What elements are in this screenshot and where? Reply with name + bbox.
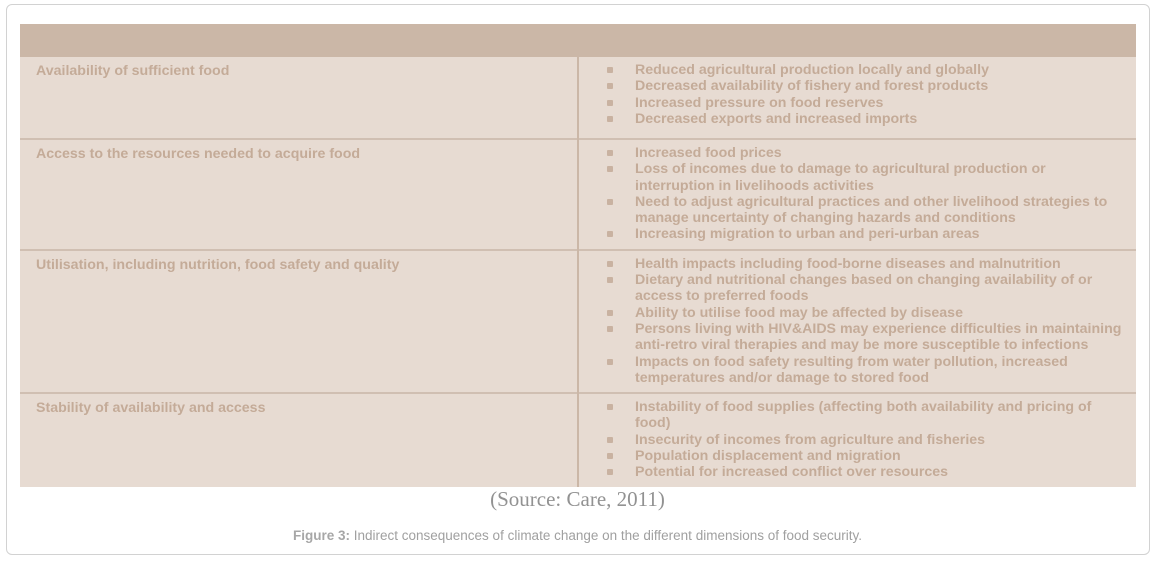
consequence-list	[579, 145, 1126, 243]
consequences-cell	[578, 139, 1136, 250]
bullet-icon	[607, 150, 613, 156]
bullet-icon	[607, 83, 613, 89]
consequence-item	[607, 62, 1126, 78]
consequence-item	[607, 321, 1126, 354]
dimension-cell: Utilisation, including nutrition, food safety and quality	[20, 250, 578, 393]
table-row	[20, 139, 1136, 250]
consequence-item	[607, 161, 1126, 194]
consequence-text: Impacts on food safety resulting from water pollution, increased temperatures and/or damage to stored food	[635, 353, 1068, 386]
consequence-item	[607, 464, 1126, 480]
consequence-item	[607, 399, 1126, 432]
bullet-icon	[607, 166, 613, 172]
consequence-item	[607, 448, 1126, 464]
table-row	[20, 57, 1136, 139]
bullet-icon	[607, 453, 613, 459]
consequence-item	[607, 354, 1126, 387]
dimension-cell: Stability of availability and access	[20, 393, 578, 486]
consequence-text: Reduced agricultural production locally and globally	[635, 62, 989, 78]
caption-text: Indirect consequences of climate change on the different dimensions of food security.	[349, 528, 863, 543]
consequence-text: Decreased availability of fishery and forest products	[635, 78, 989, 95]
bullet-icon	[607, 199, 613, 205]
consequence-text: Need to adjust agricultural practices and other livelihood strategies to manage uncertainty of changing hazards and conditions	[635, 193, 1108, 227]
consequence-text: Health impacts including food-borne diseases and malnutrition	[635, 255, 1061, 272]
bullet-icon	[607, 469, 613, 475]
bullet-icon	[607, 231, 613, 237]
consequence-text: Ability to utilise food may be affected by disease	[635, 304, 963, 321]
consequence-item	[607, 145, 1126, 161]
consequences-cell	[578, 250, 1136, 393]
bullet-icon	[607, 277, 613, 283]
consequence-list	[579, 256, 1126, 386]
bullet-icon	[607, 67, 613, 73]
dimension-cell: Availability of sufficient food	[20, 57, 578, 139]
table-header-band	[20, 24, 1136, 57]
consequence-item	[607, 95, 1126, 111]
bullet-icon	[607, 100, 613, 106]
consequences-cell	[578, 393, 1136, 486]
consequence-text: Instability of food supplies (affecting both availability and pricing of food)	[635, 399, 1092, 432]
bullet-icon	[607, 310, 613, 316]
consequence-item	[607, 256, 1126, 272]
consequence-text: Potential for increased conflict over resources	[635, 464, 949, 481]
figure-caption	[0, 528, 1155, 543]
bullet-icon	[607, 116, 613, 122]
consequences-cell	[578, 57, 1136, 139]
consequence-text: Dietary and nutritional changes based on changing availability of or access to preferred foods	[635, 272, 1093, 305]
consequence-text: Persons living with HIV&AIDS may experience difficulties in maintaining anti-retro viral therapies and may be more susceptible to infections	[635, 320, 1122, 354]
table-header-row	[20, 24, 1136, 57]
consequence-text: Population displacement and migration	[635, 448, 901, 465]
consequence-item	[607, 111, 1126, 127]
consequence-list	[579, 62, 1126, 127]
consequence-text: Increased pressure on food reserves	[635, 94, 884, 111]
consequence-list	[579, 399, 1126, 480]
consequence-item	[607, 432, 1126, 448]
bullet-icon	[607, 404, 613, 410]
caption-label: Figure 3:	[292, 528, 350, 543]
bullet-icon	[607, 359, 613, 365]
consequence-item	[607, 305, 1126, 321]
bullet-icon	[607, 326, 613, 332]
consequence-text: Increased food prices	[635, 145, 782, 161]
consequence-text: Loss of incomes due to damage to agricultural production or interruption in livelihoods activities	[635, 161, 1046, 194]
consequence-text: Increasing migration to urban and peri-urban areas	[635, 226, 980, 243]
consequence-item	[607, 272, 1126, 305]
bullet-icon	[607, 437, 613, 443]
consequence-item	[607, 226, 1126, 242]
table-row	[20, 250, 1136, 393]
bullet-icon	[607, 261, 613, 267]
consequence-item	[607, 78, 1126, 94]
food-security-table	[20, 24, 1136, 487]
dimension-cell: Access to the resources needed to acquire food	[20, 139, 578, 250]
table-row	[20, 393, 1136, 486]
consequence-text: Decreased exports and increased imports	[635, 110, 918, 127]
source-citation: (Source: Care, 2011)	[490, 487, 665, 511]
consequence-item	[607, 194, 1126, 227]
consequence-text: Insecurity of incomes from agriculture and fisheries	[635, 431, 986, 448]
